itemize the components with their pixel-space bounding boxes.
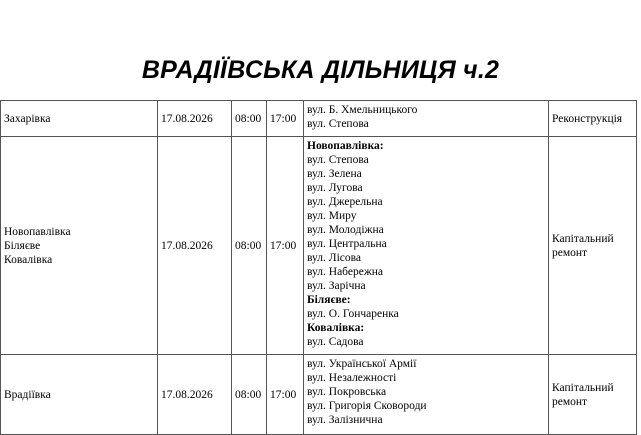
street-name: вул. Молодіжна xyxy=(307,224,384,236)
date-cell: 17.08.2026 xyxy=(158,137,232,355)
street-name: вул. Незалежності xyxy=(307,372,397,384)
settlement-heading: Біляєве: xyxy=(307,294,351,306)
street-name: вул. Набережна xyxy=(307,266,384,278)
settlement-name: Захарівка xyxy=(4,112,51,125)
street-name: вул. Лугова xyxy=(307,182,363,194)
settlement-name: Ковалівка xyxy=(4,253,53,266)
street-name: вул. Української Армії xyxy=(307,358,417,370)
street-name: вул. Садова xyxy=(307,336,364,348)
end-time-cell: 17:00 xyxy=(267,101,304,137)
street-name: вул. Зарічна xyxy=(307,280,366,292)
page-title: ВРАДІЇВСЬКА ДІЛЬНИЦЯ ч.2 xyxy=(141,56,500,84)
settlements-cell xyxy=(1,355,158,435)
street-name: вул. Б. Хмельницького xyxy=(307,104,418,116)
street-name: вул. Джерельна xyxy=(307,196,383,208)
work-type-cell xyxy=(549,355,637,435)
work-type-text: ремонт xyxy=(552,395,588,408)
settlements-cell xyxy=(1,137,158,355)
settlement-name: Врадіївка xyxy=(4,388,51,401)
street-name: вул. Залізнична xyxy=(307,414,383,426)
street-name: вул. Григорія Сковороди xyxy=(307,400,427,412)
end-time-cell: 17:00 xyxy=(267,355,304,435)
streets-cell xyxy=(304,137,549,355)
start-time-cell: 08:00 xyxy=(232,101,267,137)
outage-schedule-table xyxy=(0,100,637,435)
street-name: вул. Миру xyxy=(307,210,357,222)
streets-cell xyxy=(304,355,549,435)
table-row xyxy=(1,137,637,355)
table-row xyxy=(1,355,637,435)
date-cell: 17.08.2026 xyxy=(158,355,232,435)
end-time-cell: 17:00 xyxy=(267,137,304,355)
street-name: вул. Лісова xyxy=(307,252,362,264)
street-name: вул. Зелена xyxy=(307,168,362,180)
settlement-name: Новопавлівка xyxy=(4,225,71,238)
start-time-cell: 08:00 xyxy=(232,137,267,355)
street-name: вул. Центральна xyxy=(307,238,387,250)
settlement-name: Біляєве xyxy=(4,239,41,252)
work-type-cell xyxy=(549,137,637,355)
start-time-cell: 08:00 xyxy=(232,355,267,435)
street-name: вул. О. Гончаренка xyxy=(307,308,399,320)
date-cell: 17.08.2026 xyxy=(158,101,232,137)
street-name: вул. Покровська xyxy=(307,386,387,398)
work-type-cell xyxy=(549,101,637,137)
work-type-text: Реконструкція xyxy=(552,112,623,125)
streets-cell xyxy=(304,101,549,137)
table-row xyxy=(1,101,637,137)
work-type-text: Капітальний xyxy=(552,381,614,394)
work-type-text: ремонт xyxy=(552,246,588,259)
settlement-heading: Новопавлівка: xyxy=(307,140,384,152)
work-type-text: Капітальний xyxy=(552,232,614,245)
street-name: вул. Степова xyxy=(307,118,369,130)
settlement-heading: Ковалівка: xyxy=(307,322,365,334)
street-name: вул. Степова xyxy=(307,154,369,166)
settlements-cell xyxy=(1,101,158,137)
